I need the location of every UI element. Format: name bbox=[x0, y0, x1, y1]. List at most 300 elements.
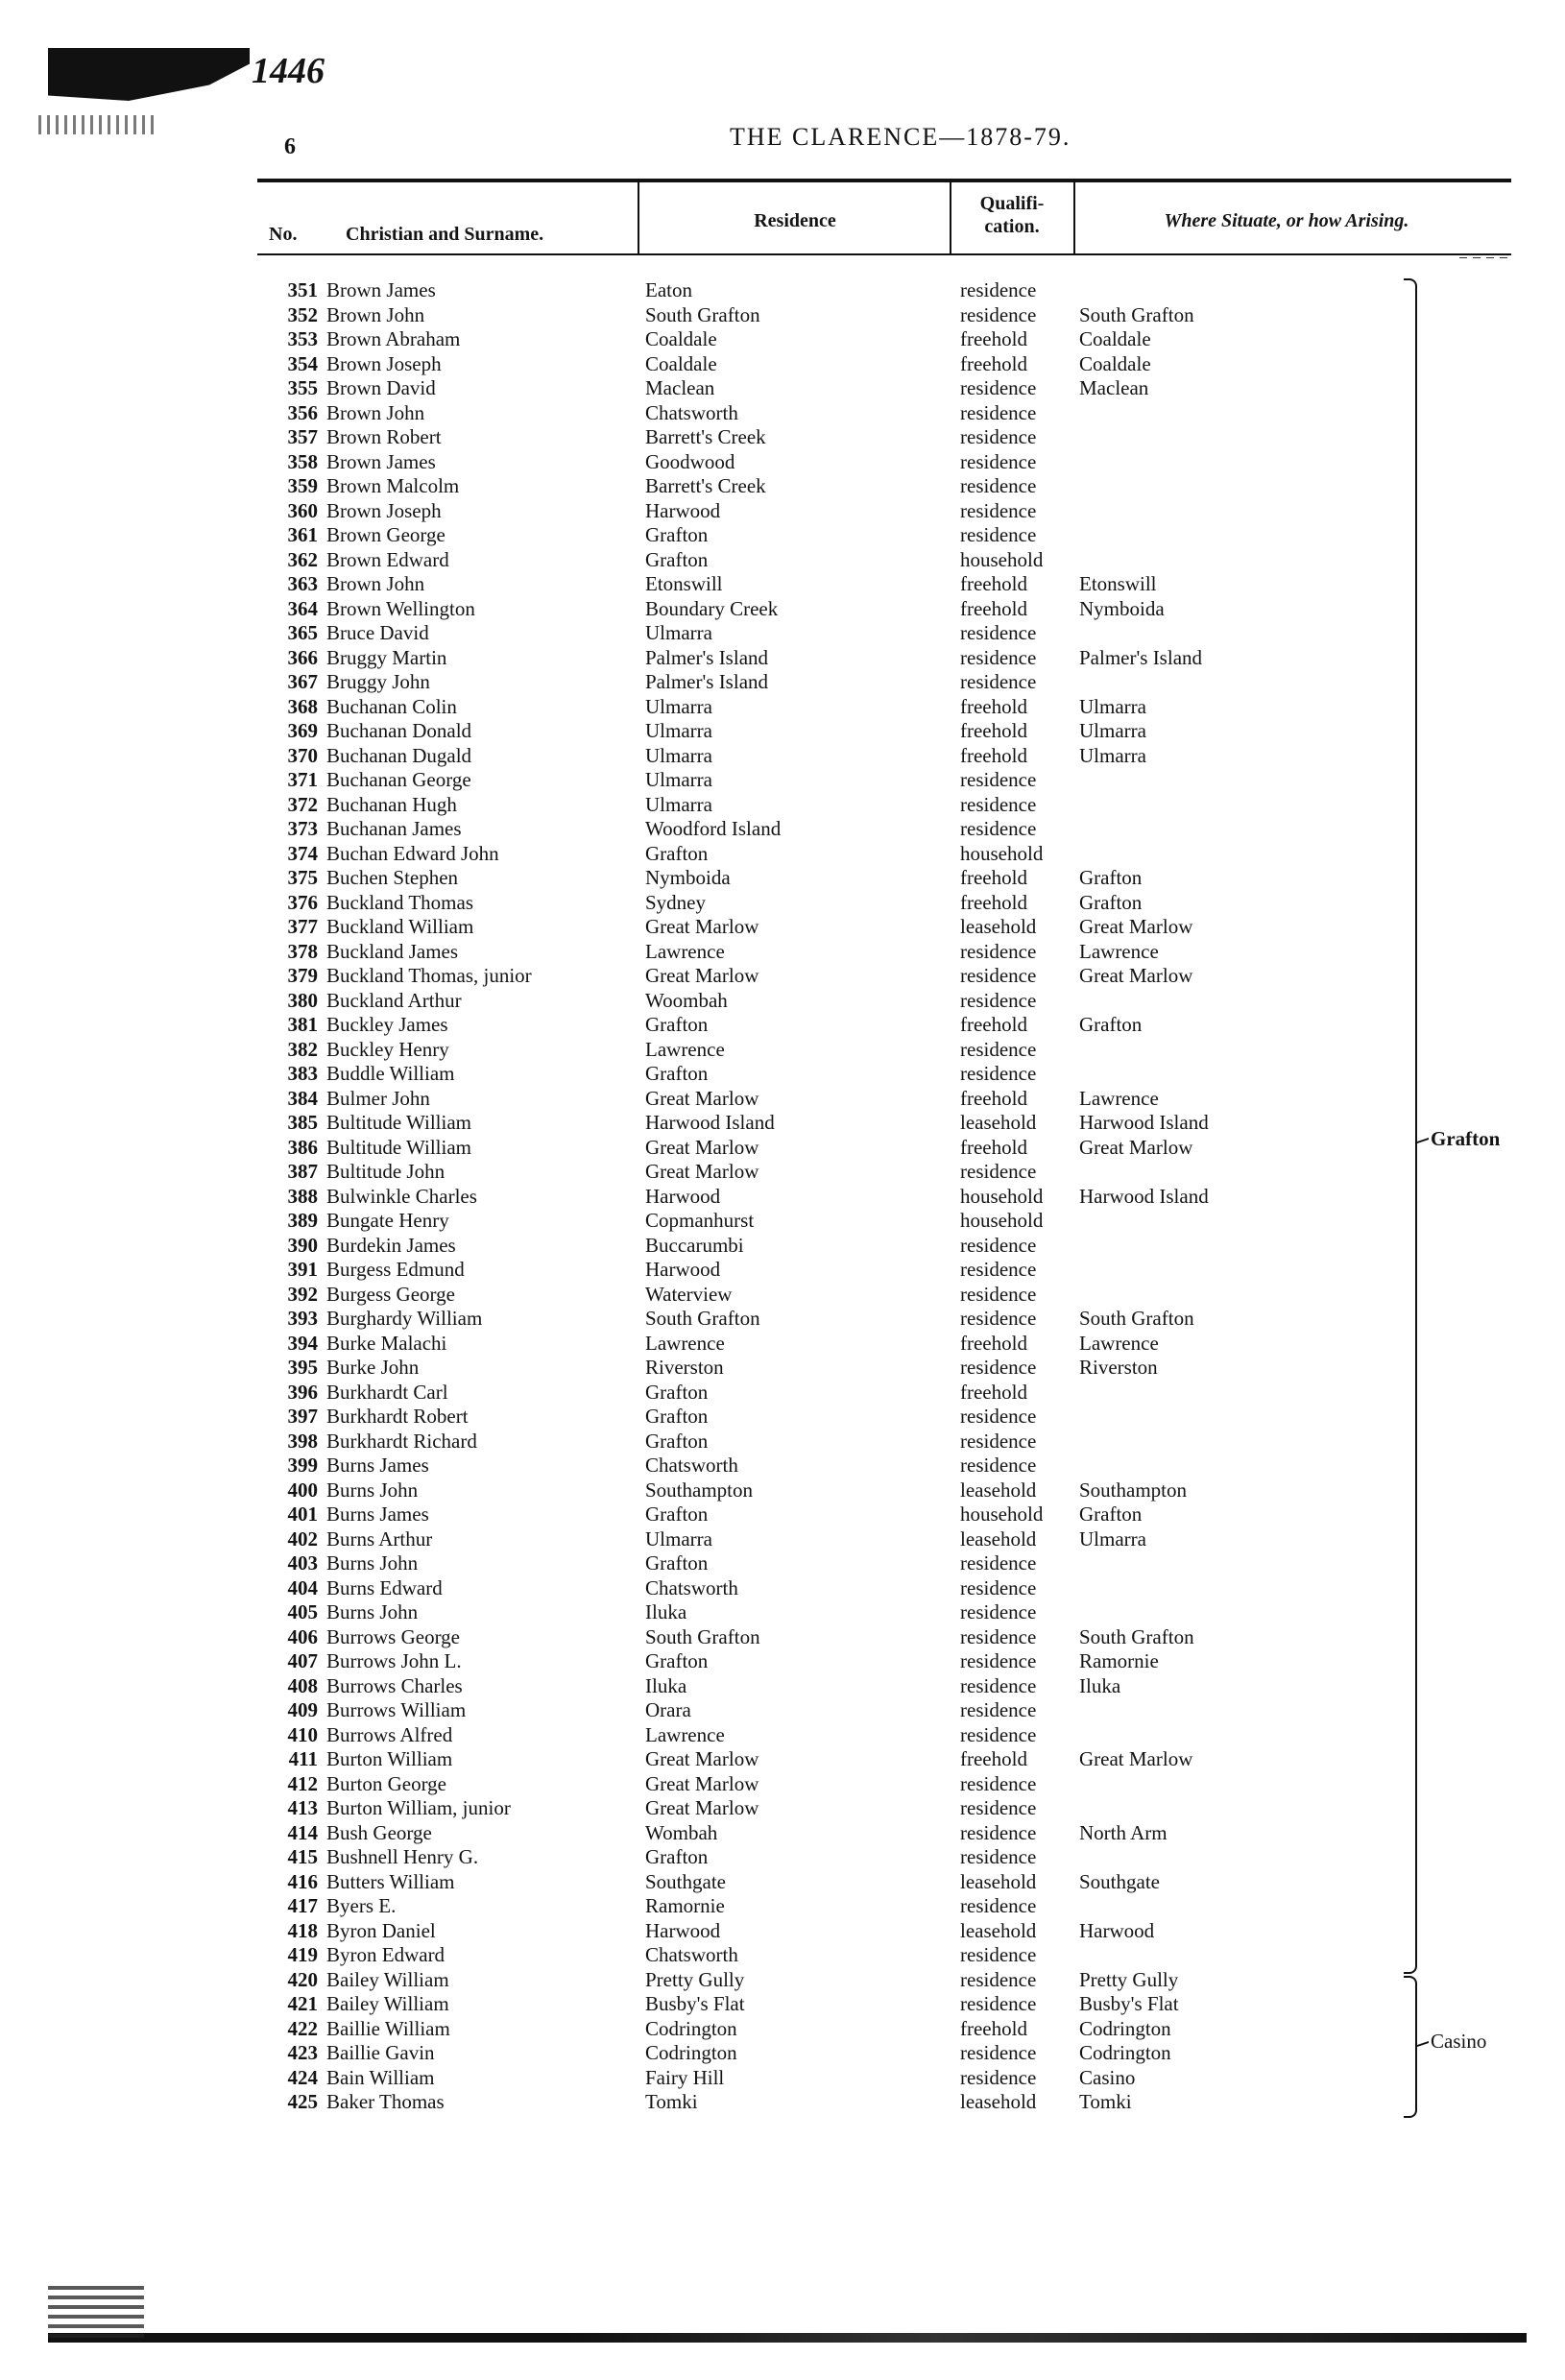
brace-casino bbox=[1404, 1976, 1417, 2118]
entry-residence: Grafton bbox=[645, 1380, 709, 1404]
table-row bbox=[0, 1038, 1565, 1063]
entry-qualification: freehold bbox=[960, 1747, 1027, 1770]
table-row bbox=[0, 1894, 1565, 1919]
entry-number: 418 bbox=[287, 1918, 318, 1942]
entry-where-situate: Great Marlow bbox=[1079, 915, 1193, 938]
entry-number: 415 bbox=[287, 1845, 318, 1868]
entry-where-situate: Southampton bbox=[1079, 1478, 1188, 1502]
entry-where-situate: Coaldale bbox=[1079, 327, 1151, 350]
table-row bbox=[0, 915, 1565, 940]
entry-qualification: residence bbox=[960, 1673, 1037, 1697]
table-row bbox=[0, 1209, 1565, 1234]
entry-qualification: residence bbox=[960, 988, 1037, 1012]
entry-where-situate: Ulmarra bbox=[1079, 743, 1146, 767]
entry-name: Burgess Edmund bbox=[326, 1258, 465, 1281]
entry-residence: Harwood bbox=[645, 1258, 721, 1281]
entry-residence: Ulmarra bbox=[645, 1527, 712, 1551]
entry-number: 351 bbox=[287, 278, 318, 301]
entry-name: Bulmer John bbox=[326, 1086, 430, 1110]
entry-name: Byron Edward bbox=[326, 1943, 445, 1966]
entry-name: Burns Edward bbox=[326, 1575, 443, 1599]
entry-residence: Fairy Hill bbox=[645, 2065, 725, 2089]
entry-number: 402 bbox=[287, 1527, 318, 1551]
entry-qualification: residence bbox=[960, 1943, 1037, 1966]
entry-residence: Chatsworth bbox=[645, 1575, 738, 1599]
entry-number: 382 bbox=[287, 1037, 318, 1061]
entry-qualification: residence bbox=[960, 1307, 1037, 1330]
entry-qualification: leasehold bbox=[960, 1869, 1037, 1893]
entry-number: 396 bbox=[287, 1380, 318, 1404]
entry-name: Brown Wellington bbox=[326, 596, 475, 620]
entry-qualification: residence bbox=[960, 1845, 1037, 1868]
entry-name: Bultitude John bbox=[326, 1160, 445, 1183]
entry-residence: Grafton bbox=[645, 1429, 709, 1453]
entry-residence: Grafton bbox=[645, 1405, 709, 1428]
entry-where-situate: Ulmarra bbox=[1079, 694, 1146, 718]
table-row bbox=[0, 376, 1565, 401]
entry-qualification: residence bbox=[960, 1722, 1037, 1746]
entry-qualification: household bbox=[960, 1184, 1044, 1208]
table-row bbox=[0, 1234, 1565, 1259]
entry-qualification: freehold bbox=[960, 1331, 1027, 1355]
entry-number: 419 bbox=[287, 1943, 318, 1966]
entry-number: 407 bbox=[287, 1649, 318, 1672]
table-row bbox=[0, 523, 1565, 548]
entry-residence: Sydney bbox=[645, 890, 706, 914]
entry-qualification: household bbox=[960, 841, 1044, 865]
entry-name: Brown Abraham bbox=[326, 327, 461, 350]
entry-number: 416 bbox=[287, 1869, 318, 1893]
entry-number: 387 bbox=[287, 1160, 318, 1183]
page-number: 6 bbox=[284, 134, 296, 159]
table-row bbox=[0, 2066, 1565, 2091]
table-row bbox=[0, 1062, 1565, 1087]
entry-qualification: residence bbox=[960, 817, 1037, 840]
entry-where-situate: Codrington bbox=[1079, 2041, 1171, 2064]
table-row bbox=[0, 474, 1565, 499]
entry-qualification: residence bbox=[960, 792, 1037, 816]
entry-residence: South Grafton bbox=[645, 1307, 760, 1330]
entry-name: Brown Malcolm bbox=[326, 474, 460, 497]
entry-where-situate: Ulmarra bbox=[1079, 719, 1146, 742]
entry-residence: Goodwood bbox=[645, 449, 735, 473]
entry-name: Brown George bbox=[326, 523, 445, 546]
entry-name: Burton William, junior bbox=[326, 1796, 511, 1819]
entry-qualification: freehold bbox=[960, 596, 1027, 620]
entry-name: Buckland James bbox=[326, 939, 459, 963]
entry-name: Bultitude William bbox=[326, 1135, 472, 1159]
entry-residence: Great Marlow bbox=[645, 1135, 759, 1159]
entry-number: 385 bbox=[287, 1111, 318, 1134]
entry-qualification: residence bbox=[960, 2041, 1037, 2064]
entry-qualification: leasehold bbox=[960, 1478, 1037, 1502]
table-row bbox=[0, 1551, 1565, 1576]
entry-name: Buckland Thomas bbox=[326, 890, 474, 914]
entry-number: 425 bbox=[287, 2090, 318, 2113]
entry-number: 372 bbox=[287, 792, 318, 816]
entry-residence: Lawrence bbox=[645, 939, 725, 963]
table-row bbox=[0, 2017, 1565, 2042]
scan-blot-bottom-left bbox=[48, 2280, 144, 2338]
entry-qualification: household bbox=[960, 1209, 1044, 1232]
entry-name: Buckley James bbox=[326, 1013, 448, 1036]
entry-number: 358 bbox=[287, 449, 318, 473]
entry-qualification: freehold bbox=[960, 327, 1027, 350]
table-row bbox=[0, 1454, 1565, 1478]
table-row bbox=[0, 1845, 1565, 1870]
entry-qualification: freehold bbox=[960, 2016, 1027, 2040]
entry-residence: Boundary Creek bbox=[645, 596, 779, 620]
entry-residence: Riverston bbox=[645, 1356, 724, 1379]
entry-residence: Barrett's Creek bbox=[645, 425, 766, 448]
entry-residence: Coaldale bbox=[645, 351, 717, 375]
entry-residence: Great Marlow bbox=[645, 915, 759, 938]
entry-residence: South Grafton bbox=[645, 1624, 760, 1648]
entry-where-situate: Busby's Flat bbox=[1079, 1992, 1179, 2015]
entry-where-situate: Harwood bbox=[1079, 1918, 1155, 1942]
entry-name: Bailey William bbox=[326, 1967, 449, 1991]
entry-residence: Ulmarra bbox=[645, 743, 712, 767]
table-row bbox=[0, 1723, 1565, 1748]
entry-number: 383 bbox=[287, 1062, 318, 1085]
entry-name: Burkhardt Carl bbox=[326, 1380, 448, 1404]
entry-where-situate: Iluka bbox=[1079, 1673, 1121, 1697]
entry-number: 374 bbox=[287, 841, 318, 865]
table-row bbox=[0, 1772, 1565, 1797]
entry-qualification: residence bbox=[960, 302, 1037, 326]
entry-residence: Grafton bbox=[645, 1845, 709, 1868]
header-rule-extension bbox=[1459, 257, 1507, 258]
entry-number: 422 bbox=[287, 2016, 318, 2040]
entry-number: 390 bbox=[287, 1233, 318, 1257]
entry-where-situate: Maclean bbox=[1079, 376, 1149, 399]
entry-residence: Lawrence bbox=[645, 1331, 725, 1355]
entry-residence: Nymboida bbox=[645, 866, 731, 889]
group-label-grafton: Grafton bbox=[1431, 1127, 1501, 1150]
entry-qualification: residence bbox=[960, 278, 1037, 301]
entry-where-situate: Great Marlow bbox=[1079, 1135, 1193, 1159]
scan-specks bbox=[38, 115, 154, 134]
entry-qualification: residence bbox=[960, 1429, 1037, 1453]
table-row bbox=[0, 1992, 1565, 2017]
entry-residence: Barrett's Creek bbox=[645, 474, 766, 497]
scan-edge-bottom bbox=[48, 2333, 1527, 2343]
entry-name: Butters William bbox=[326, 1869, 455, 1893]
entry-residence: Pretty Gully bbox=[645, 1967, 745, 1991]
entry-where-situate: Great Marlow bbox=[1079, 1747, 1193, 1770]
entry-number: 410 bbox=[287, 1722, 318, 1746]
entry-name: Bungate Henry bbox=[326, 1209, 449, 1232]
entry-residence: Great Marlow bbox=[645, 1160, 759, 1183]
table-top-rule bbox=[257, 179, 1511, 182]
entry-residence: South Grafton bbox=[645, 302, 760, 326]
entry-qualification: residence bbox=[960, 1649, 1037, 1672]
entry-qualification: freehold bbox=[960, 866, 1027, 889]
entry-where-situate: Coaldale bbox=[1079, 351, 1151, 375]
entry-residence: Southampton bbox=[645, 1478, 754, 1502]
entry-number: 411 bbox=[288, 1747, 318, 1770]
table-row bbox=[0, 1625, 1565, 1650]
entry-qualification: residence bbox=[960, 1282, 1037, 1306]
entry-number: 357 bbox=[287, 425, 318, 448]
entry-name: Burkhardt Richard bbox=[326, 1429, 477, 1453]
table-row bbox=[0, 1013, 1565, 1038]
entry-name: Brown Robert bbox=[326, 425, 442, 448]
entry-residence: Iluka bbox=[645, 1673, 687, 1697]
column-header-residence: Residence bbox=[754, 210, 836, 231]
entry-name: Burrows William bbox=[326, 1698, 467, 1721]
page-stamp: 1446 bbox=[252, 51, 325, 91]
entry-number: 412 bbox=[287, 1771, 318, 1795]
entry-name: Buchanan Donald bbox=[326, 719, 472, 742]
table-row bbox=[0, 1698, 1565, 1723]
entry-name: Buchanan Colin bbox=[326, 694, 457, 718]
entry-number: 406 bbox=[287, 1624, 318, 1648]
table-row bbox=[0, 1478, 1565, 1503]
entry-qualification: residence bbox=[960, 1992, 1037, 2015]
table-row bbox=[0, 1332, 1565, 1357]
column-divider bbox=[950, 182, 951, 255]
entry-qualification: residence bbox=[960, 2065, 1037, 2089]
entry-name: Buchanan Hugh bbox=[326, 792, 457, 816]
table-row bbox=[0, 352, 1565, 377]
entry-residence: Harwood bbox=[645, 1918, 721, 1942]
entry-name: Buchanan James bbox=[326, 817, 462, 840]
entry-where-situate: Ramornie bbox=[1079, 1649, 1159, 1672]
entry-residence: Palmer's Island bbox=[645, 645, 769, 669]
entry-residence: Eaton bbox=[645, 278, 692, 301]
entry-qualification: leasehold bbox=[960, 1918, 1037, 1942]
entry-where-situate: Harwood Island bbox=[1079, 1184, 1209, 1208]
table-row bbox=[0, 1821, 1565, 1846]
entry-number: 381 bbox=[287, 1013, 318, 1036]
entry-number: 367 bbox=[287, 670, 318, 693]
entry-where-situate: Grafton bbox=[1079, 890, 1143, 914]
entry-qualification: household bbox=[960, 1503, 1044, 1526]
entry-name: Brown James bbox=[326, 278, 436, 301]
entry-name: Burkhardt Robert bbox=[326, 1405, 469, 1428]
entry-number: 403 bbox=[287, 1551, 318, 1575]
entry-where-situate: Palmer's Island bbox=[1079, 645, 1203, 669]
table-row bbox=[0, 1185, 1565, 1210]
entry-where-situate: Grafton bbox=[1079, 1013, 1143, 1036]
entry-qualification: residence bbox=[960, 1405, 1037, 1428]
entry-residence: Woombah bbox=[645, 988, 728, 1012]
entry-name: Burgess George bbox=[326, 1282, 455, 1306]
column-header-no: No. bbox=[269, 224, 298, 245]
entry-name: Brown John bbox=[326, 572, 425, 595]
entry-qualification: residence bbox=[960, 1698, 1037, 1721]
entry-name: Burrows John L. bbox=[326, 1649, 462, 1672]
entry-name: Baillie William bbox=[326, 2016, 450, 2040]
entry-residence: Grafton bbox=[645, 1649, 709, 1672]
entry-name: Burrows George bbox=[326, 1624, 461, 1648]
running-head: THE CLARENCE—1878-79. bbox=[730, 123, 1071, 151]
entry-name: Burton George bbox=[326, 1771, 447, 1795]
entry-where-situate: North Arm bbox=[1079, 1820, 1168, 1844]
column-header-where: Where Situate, or how Arising. bbox=[1164, 210, 1409, 231]
group-label-casino: Casino bbox=[1431, 2030, 1487, 2053]
entry-number: 389 bbox=[287, 1209, 318, 1232]
entry-qualification: residence bbox=[960, 1356, 1037, 1379]
entry-name: Brown Edward bbox=[326, 547, 449, 571]
entry-number: 359 bbox=[287, 474, 318, 497]
entry-name: Bruggy Martin bbox=[326, 645, 447, 669]
table-row bbox=[0, 1430, 1565, 1454]
table-row bbox=[0, 1381, 1565, 1406]
entry-qualification: residence bbox=[960, 1160, 1037, 1183]
entry-number: 354 bbox=[287, 351, 318, 375]
entry-name: Buckley Henry bbox=[326, 1037, 449, 1061]
entry-name: Brown Joseph bbox=[326, 498, 442, 522]
brace-grafton bbox=[1404, 278, 1417, 1974]
entry-qualification: household bbox=[960, 547, 1044, 571]
entry-qualification: residence bbox=[960, 939, 1037, 963]
table-row bbox=[0, 1649, 1565, 1674]
entry-name: Buchanan Dugald bbox=[326, 743, 472, 767]
entry-qualification: residence bbox=[960, 1037, 1037, 1061]
entry-qualification: residence bbox=[960, 1894, 1037, 1917]
entry-residence: Grafton bbox=[645, 523, 709, 546]
entry-number: 366 bbox=[287, 645, 318, 669]
entry-number: 424 bbox=[287, 2065, 318, 2089]
entry-number: 393 bbox=[287, 1307, 318, 1330]
entry-qualification: freehold bbox=[960, 572, 1027, 595]
entry-qualification: residence bbox=[960, 670, 1037, 693]
table-row bbox=[0, 1919, 1565, 1944]
table-row bbox=[0, 401, 1565, 426]
entry-name: Burghardy William bbox=[326, 1307, 483, 1330]
entry-qualification: residence bbox=[960, 1454, 1037, 1477]
entry-qualification: freehold bbox=[960, 1380, 1027, 1404]
entry-residence: Ulmarra bbox=[645, 694, 712, 718]
table-header-rule bbox=[257, 253, 1511, 255]
entry-residence: Great Marlow bbox=[645, 1747, 759, 1770]
table-row bbox=[0, 1405, 1565, 1430]
entry-name: Buchanan George bbox=[326, 768, 471, 791]
entry-residence: Great Marlow bbox=[645, 1086, 759, 1110]
entry-name: Burns James bbox=[326, 1503, 429, 1526]
entry-qualification: leasehold bbox=[960, 915, 1037, 938]
entry-qualification: residence bbox=[960, 1062, 1037, 1085]
entry-qualification: residence bbox=[960, 1967, 1037, 1991]
table-row bbox=[0, 744, 1565, 769]
table-row bbox=[0, 842, 1565, 867]
entry-residence: Busby's Flat bbox=[645, 1992, 745, 2015]
entry-name: Bruggy John bbox=[326, 670, 430, 693]
entry-number: 420 bbox=[287, 1967, 318, 1991]
entry-residence: Ramornie bbox=[645, 1894, 725, 1917]
table-row bbox=[0, 450, 1565, 475]
entry-qualification: residence bbox=[960, 425, 1037, 448]
entry-name: Bush George bbox=[326, 1820, 432, 1844]
entry-name: Baillie Gavin bbox=[326, 2041, 435, 2064]
entry-qualification: residence bbox=[960, 523, 1037, 546]
table-row bbox=[0, 989, 1565, 1014]
entry-name: Burdekin James bbox=[326, 1233, 456, 1257]
entry-where-situate: Grafton bbox=[1079, 1503, 1143, 1526]
entry-residence: Coaldale bbox=[645, 327, 717, 350]
entry-residence: Harwood bbox=[645, 1184, 721, 1208]
entry-name: Buckland William bbox=[326, 915, 474, 938]
entry-qualification: residence bbox=[960, 474, 1037, 497]
table-row bbox=[0, 1527, 1565, 1552]
entry-number: 401 bbox=[287, 1503, 318, 1526]
entry-qualification: residence bbox=[960, 964, 1037, 987]
entry-number: 395 bbox=[287, 1356, 318, 1379]
entry-number: 409 bbox=[287, 1698, 318, 1721]
entry-where-situate: Harwood Island bbox=[1079, 1111, 1209, 1134]
entry-qualification: residence bbox=[960, 1796, 1037, 1819]
entry-name: Burrows Alfred bbox=[326, 1722, 453, 1746]
entry-name: Buchan Edward John bbox=[326, 841, 499, 865]
entry-number: 421 bbox=[287, 1992, 318, 2015]
entry-name: Burrows Charles bbox=[326, 1673, 463, 1697]
entry-where-situate: Lawrence bbox=[1079, 1331, 1159, 1355]
table-row bbox=[0, 621, 1565, 646]
entry-residence: Ulmarra bbox=[645, 719, 712, 742]
entry-residence: Harwood Island bbox=[645, 1111, 775, 1134]
table-row bbox=[0, 1600, 1565, 1625]
entry-name: Bailey William bbox=[326, 1992, 449, 2015]
table-row bbox=[0, 1870, 1565, 1895]
entry-number: 405 bbox=[287, 1600, 318, 1623]
entry-residence: Southgate bbox=[645, 1869, 726, 1893]
table-row bbox=[0, 1576, 1565, 1601]
table-row bbox=[0, 670, 1565, 695]
entry-number: 373 bbox=[287, 817, 318, 840]
entry-qualification: residence bbox=[960, 1575, 1037, 1599]
entry-where-situate: South Grafton bbox=[1079, 1624, 1194, 1648]
entry-qualification: leasehold bbox=[960, 1527, 1037, 1551]
entry-qualification: residence bbox=[960, 1258, 1037, 1281]
entry-where-situate: Lawrence bbox=[1079, 939, 1159, 963]
entry-name: Burns Arthur bbox=[326, 1527, 433, 1551]
table-row bbox=[0, 695, 1565, 720]
entry-name: Brown John bbox=[326, 302, 425, 326]
entry-number: 392 bbox=[287, 1282, 318, 1306]
entry-where-situate: Southgate bbox=[1079, 1869, 1160, 1893]
entry-qualification: residence bbox=[960, 768, 1037, 791]
entry-number: 384 bbox=[287, 1086, 318, 1110]
entry-qualification: freehold bbox=[960, 743, 1027, 767]
table-row bbox=[0, 327, 1565, 352]
entry-where-situate: Casino bbox=[1079, 2065, 1136, 2089]
entry-name: Burke John bbox=[326, 1356, 420, 1379]
entry-number: 361 bbox=[287, 523, 318, 546]
entry-qualification: freehold bbox=[960, 1135, 1027, 1159]
entry-where-situate: Etonswill bbox=[1079, 572, 1157, 595]
entry-residence: Great Marlow bbox=[645, 1771, 759, 1795]
table-row bbox=[0, 1160, 1565, 1185]
entry-name: Buckland Thomas, junior bbox=[326, 964, 532, 987]
entry-number: 413 bbox=[287, 1796, 318, 1819]
table-row bbox=[0, 719, 1565, 744]
entry-qualification: freehold bbox=[960, 351, 1027, 375]
entry-number: 388 bbox=[287, 1184, 318, 1208]
entry-qualification: freehold bbox=[960, 890, 1027, 914]
table-row bbox=[0, 303, 1565, 328]
entry-name: Brown David bbox=[326, 376, 436, 399]
entry-qualification: freehold bbox=[960, 1013, 1027, 1036]
entry-number: 391 bbox=[287, 1258, 318, 1281]
entry-where-situate: South Grafton bbox=[1079, 1307, 1194, 1330]
entry-residence: Lawrence bbox=[645, 1037, 725, 1061]
table-row bbox=[0, 278, 1565, 303]
entry-residence: Great Marlow bbox=[645, 964, 759, 987]
table-row bbox=[0, 793, 1565, 818]
entry-qualification: freehold bbox=[960, 694, 1027, 718]
